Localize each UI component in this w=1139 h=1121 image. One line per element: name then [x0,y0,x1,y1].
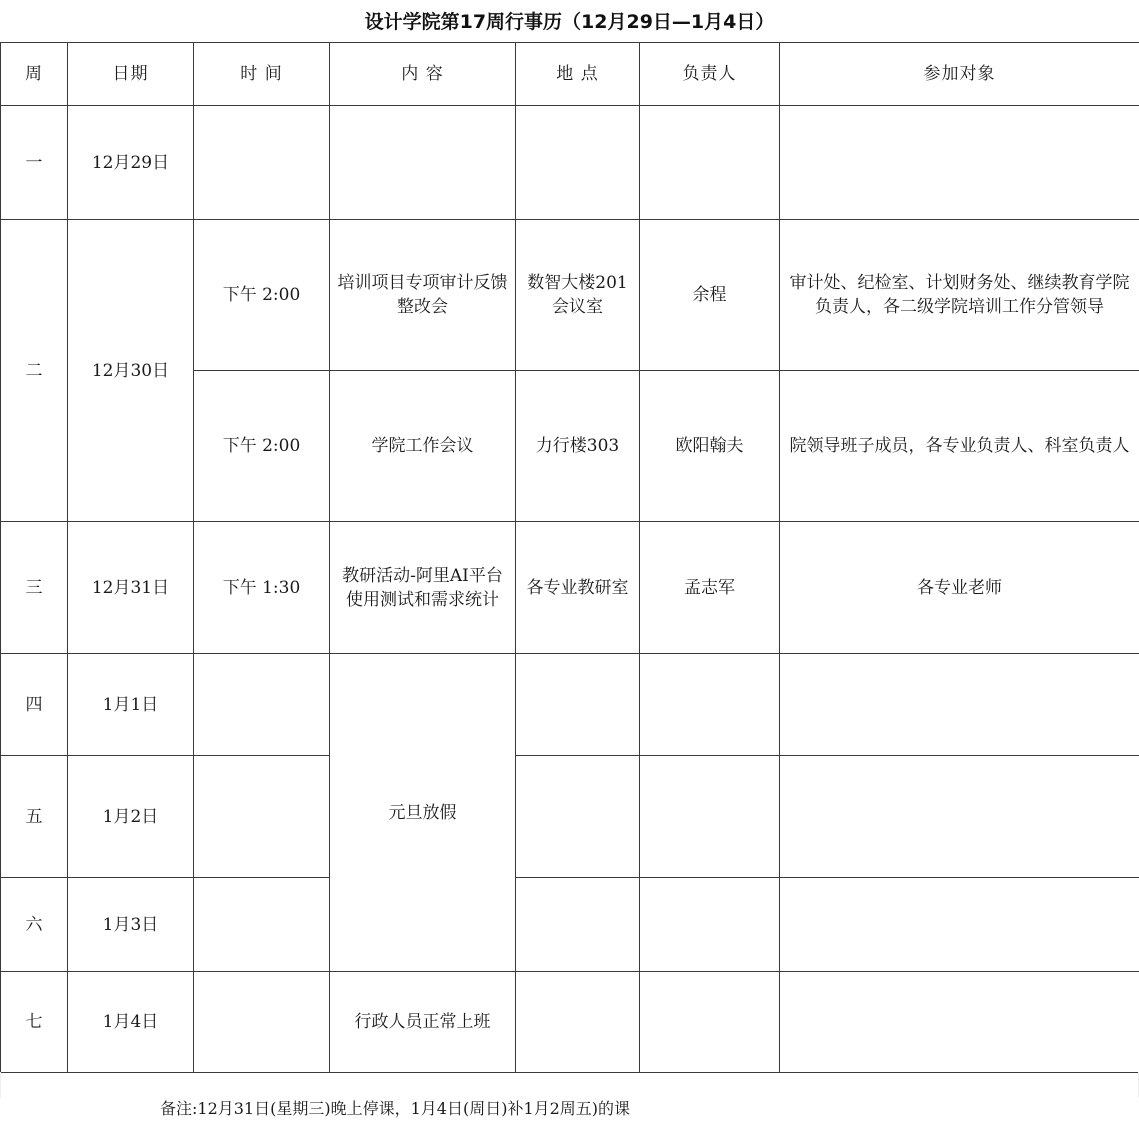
header-date: 日期 [68,43,194,106]
location-cell [516,972,640,1073]
header-owner: 负责人 [640,43,780,106]
empty-footer-row [0,1072,1139,1098]
page-title: 设计学院第17周行事历（12月29日—1月4日） [364,11,775,33]
table-row [1,220,1139,371]
holiday-content-cell: 元旦放假 [330,654,516,972]
location-cell: 力行楼303 [516,371,640,522]
owner-cell: 孟志军 [640,522,780,654]
owner-cell [640,106,780,220]
date-cell: 1月4日 [68,972,194,1073]
content-cell: 教研活动-阿里AI平台使用测试和需求统计 [330,522,516,654]
location-cell [516,878,640,972]
table-row [1,878,1139,972]
date-cell: 1月1日 [68,654,194,756]
table-row [1,654,1139,756]
header-content: 内 容 [330,43,516,106]
owner-cell [640,654,780,756]
table-header-row [1,43,1139,106]
date-cell: 1月2日 [68,756,194,878]
participants-cell [780,654,1139,756]
time-cell: 下午 1:30 [194,522,330,654]
table-row [1,972,1139,1073]
time-cell: 下午 2:00 [194,371,330,522]
location-cell: 数智大楼201会议室 [516,220,640,371]
week-cell: 三 [1,522,68,654]
header-time: 时 间 [194,43,330,106]
week-cell: 二 [1,220,68,522]
time-cell [194,878,330,972]
week-cell: 一 [1,106,68,220]
participants-cell [780,106,1139,220]
location-cell: 各专业教研室 [516,522,640,654]
date-cell: 12月30日 [68,220,194,522]
time-cell [194,972,330,1073]
footnote: 备注:12月31日(星期三)晚上停课，1月4日(周日)补1月2周五)的课 [160,1099,631,1118]
date-cell: 1月3日 [68,878,194,972]
participants-cell [780,878,1139,972]
time-cell [194,756,330,878]
participants-cell: 院领导班子成员，各专业负责人、科室负责人 [780,371,1139,522]
header-participants: 参加对象 [780,43,1139,106]
owner-cell [640,756,780,878]
table-row [1,106,1139,220]
table-row [1,756,1139,878]
content-cell: 培训项目专项审计反馈整改会 [330,220,516,371]
location-cell [516,654,640,756]
location-cell [516,106,640,220]
date-cell: 12月29日 [68,106,194,220]
owner-cell: 余程 [640,220,780,371]
header-location: 地 点 [516,43,640,106]
content-cell [330,106,516,220]
content-cell: 行政人员正常上班 [330,972,516,1073]
owner-cell [640,878,780,972]
date-cell: 12月31日 [68,522,194,654]
week-cell: 七 [1,972,68,1073]
participants-cell: 各专业老师 [780,522,1139,654]
time-cell [194,654,330,756]
location-cell [516,756,640,878]
week-cell: 六 [1,878,68,972]
participants-cell [780,756,1139,878]
content-cell: 学院工作会议 [330,371,516,522]
time-cell: 下午 2:00 [194,220,330,371]
table-row [1,522,1139,654]
participants-cell [780,972,1139,1073]
schedule-table [0,42,1139,1073]
owner-cell: 欧阳翰夫 [640,371,780,522]
participants-cell: 审计处、纪检室、计划财务处、继续教育学院负责人，各二级学院培训工作分管领导 [780,220,1139,371]
time-cell [194,106,330,220]
week-cell: 四 [1,654,68,756]
week-cell: 五 [1,756,68,878]
owner-cell [640,972,780,1073]
header-week: 周 [1,43,68,106]
